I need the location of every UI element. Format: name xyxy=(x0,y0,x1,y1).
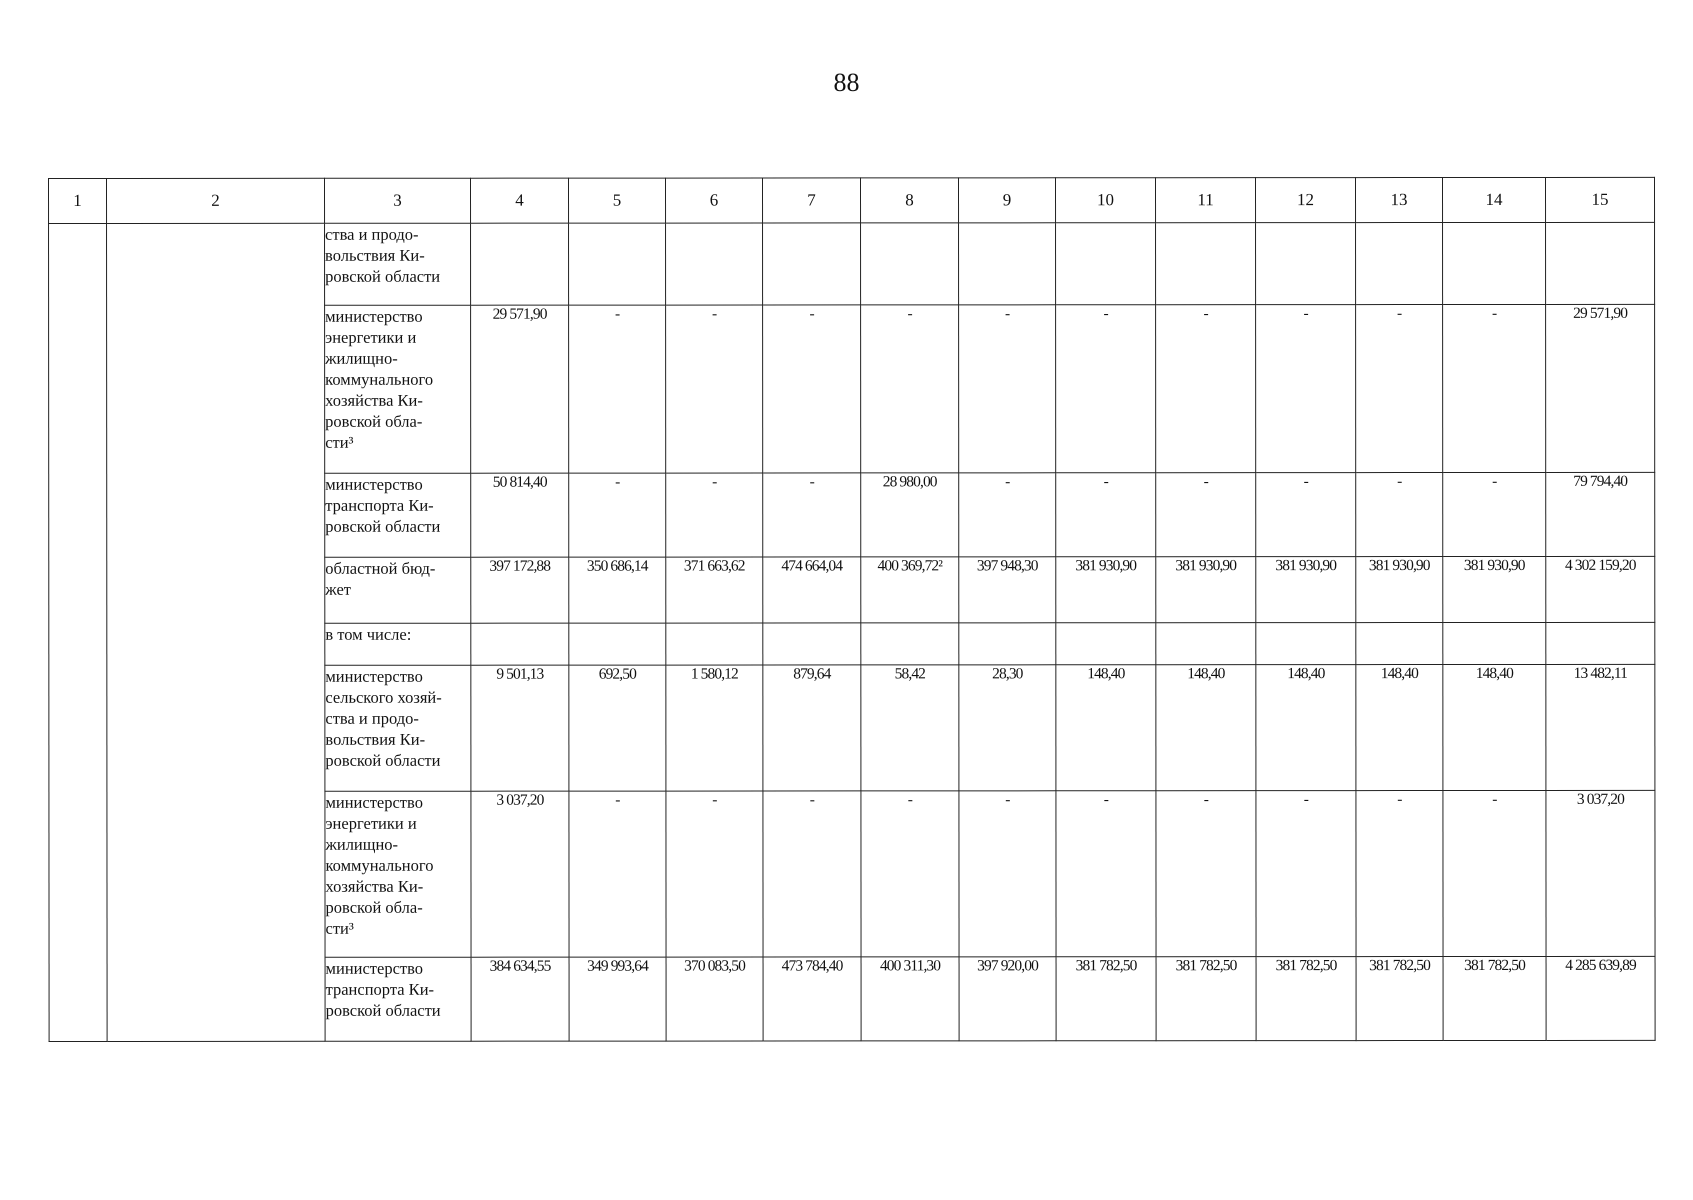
column-header: 3 xyxy=(325,178,471,223)
value-cell: 4 285 639,89 xyxy=(1546,956,1655,1040)
column-header: 6 xyxy=(666,178,763,223)
value-cell xyxy=(1356,623,1443,665)
value-cell: - xyxy=(1156,791,1256,957)
value-cell: 350 686,14 xyxy=(569,557,666,623)
value-cell: 9 501,13 xyxy=(471,665,569,791)
value-cell: - xyxy=(569,791,666,957)
column-header: 2 xyxy=(107,178,325,223)
value-cell xyxy=(763,623,861,665)
column-header: 13 xyxy=(1356,178,1443,223)
value-cell: 50 814,40 xyxy=(471,473,569,557)
value-cell: 29 571,90 xyxy=(1546,304,1655,472)
value-cell: - xyxy=(1056,473,1156,557)
value-cell: - xyxy=(1443,790,1546,956)
value-cell: 381 930,90 xyxy=(1443,556,1546,622)
value-cell xyxy=(763,223,861,305)
value-cell: - xyxy=(861,305,959,473)
column-header: 14 xyxy=(1443,177,1546,222)
value-cell: 381 782,50 xyxy=(1056,957,1156,1041)
row-label-text: министерство транспорта Ки- ровской области xyxy=(325,474,441,536)
value-cell: - xyxy=(763,473,861,557)
value-cell: - xyxy=(1156,473,1256,557)
value-cell: 148,40 xyxy=(1156,665,1256,791)
value-cell: 381 930,90 xyxy=(1356,557,1443,623)
value-cell: 3 037,20 xyxy=(471,791,569,957)
value-cell xyxy=(1443,222,1546,304)
value-cell: 397 172,88 xyxy=(471,557,569,623)
value-cell: - xyxy=(1056,791,1156,957)
value-cell xyxy=(1546,222,1655,304)
value-cell xyxy=(959,623,1056,665)
column-header: 9 xyxy=(959,178,1056,223)
value-cell: - xyxy=(959,473,1056,557)
value-cell: 148,40 xyxy=(1443,664,1546,790)
value-cell xyxy=(861,623,959,665)
column-header: 1 xyxy=(49,178,107,223)
column-header: 7 xyxy=(763,178,861,223)
value-cell xyxy=(471,223,569,305)
value-cell: 381 782,50 xyxy=(1156,957,1256,1041)
row-label xyxy=(325,473,471,557)
value-cell: - xyxy=(1256,473,1356,557)
value-cell xyxy=(1546,622,1655,664)
value-cell: 28 980,00 xyxy=(861,473,959,557)
row-label-text: министерство энергетики и жилищно- коммунального хозяйства Ки- ровской обла- сти³ xyxy=(325,306,434,452)
value-cell: 692,50 xyxy=(569,665,666,791)
value-cell: - xyxy=(763,305,861,473)
value-cell xyxy=(1256,623,1356,665)
value-cell: - xyxy=(959,305,1056,473)
value-cell: - xyxy=(666,473,763,557)
value-cell: 381 782,50 xyxy=(1356,957,1443,1041)
row-label-text: в том числе: xyxy=(325,624,412,644)
value-cell: 397 948,30 xyxy=(959,557,1056,623)
value-cell: 381 930,90 xyxy=(1256,557,1356,623)
value-cell: 381 930,90 xyxy=(1156,557,1256,623)
value-cell: 397 920,00 xyxy=(959,957,1056,1041)
value-cell: - xyxy=(666,305,763,473)
value-cell: 381 930,90 xyxy=(1056,557,1156,623)
value-cell xyxy=(959,223,1056,305)
row-label xyxy=(325,305,471,473)
value-cell: 4 302 159,20 xyxy=(1546,556,1655,622)
value-cell xyxy=(1256,223,1356,305)
value-cell: - xyxy=(569,305,666,473)
value-cell: 58,42 xyxy=(861,665,959,791)
value-cell: 879,64 xyxy=(763,665,861,791)
value-cell: 370 083,50 xyxy=(666,957,763,1041)
value-cell xyxy=(1156,223,1256,305)
value-cell xyxy=(1443,622,1546,664)
value-cell: 474 664,04 xyxy=(763,557,861,623)
row-label xyxy=(325,623,471,665)
value-cell: - xyxy=(1256,305,1356,473)
column-header: 11 xyxy=(1156,178,1256,223)
column-header: 15 xyxy=(1546,177,1655,222)
value-cell: - xyxy=(1356,305,1443,473)
value-cell xyxy=(1356,223,1443,305)
value-cell: 381 782,50 xyxy=(1256,957,1356,1041)
merged-cell-col1 xyxy=(49,223,108,1041)
row-label-text: министерство транспорта Ки- ровской области xyxy=(325,958,441,1020)
column-number-row xyxy=(49,177,1655,223)
merged-cell-col2 xyxy=(107,223,326,1041)
value-cell: 1 580,12 xyxy=(666,665,763,791)
value-cell: - xyxy=(1156,305,1256,473)
value-cell: 473 784,40 xyxy=(763,957,861,1041)
value-cell xyxy=(666,223,763,305)
column-header: 5 xyxy=(569,178,666,223)
value-cell: 371 663,62 xyxy=(666,557,763,623)
value-cell xyxy=(666,623,763,665)
value-cell: 79 794,40 xyxy=(1546,472,1655,556)
row-label-text: областной бюд- жет xyxy=(325,558,436,599)
row-label-text: ства и продо- вольствия Ки- ровской области xyxy=(325,224,441,286)
page-number: 88 xyxy=(833,68,860,97)
value-cell: - xyxy=(959,791,1056,957)
value-cell xyxy=(471,623,569,665)
value-cell: - xyxy=(1443,304,1546,472)
value-cell: - xyxy=(763,791,861,957)
value-cell: 148,40 xyxy=(1056,665,1156,791)
row-label-text: министерство сельского хозяй- ства и продо- вольствия Ки- ровской области xyxy=(325,666,442,770)
value-cell: - xyxy=(569,473,666,557)
value-cell: - xyxy=(1256,791,1356,957)
value-cell xyxy=(1156,623,1256,665)
value-cell: 148,40 xyxy=(1256,665,1356,791)
value-cell: 29 571,90 xyxy=(471,305,569,473)
row-label xyxy=(325,557,471,623)
value-cell xyxy=(861,223,959,305)
value-cell: 400 369,72² xyxy=(861,557,959,623)
row-label xyxy=(325,223,471,305)
value-cell: 28,30 xyxy=(959,665,1056,791)
value-cell: - xyxy=(1056,305,1156,473)
budget-table xyxy=(48,177,1656,1042)
value-cell: - xyxy=(861,791,959,957)
column-header: 10 xyxy=(1056,178,1156,223)
value-cell: - xyxy=(666,791,763,957)
table-row xyxy=(49,222,1655,305)
value-cell: - xyxy=(1356,473,1443,557)
value-cell xyxy=(1056,223,1156,305)
column-header: 12 xyxy=(1256,178,1356,223)
value-cell: 381 782,50 xyxy=(1443,956,1546,1040)
value-cell: 148,40 xyxy=(1356,665,1443,791)
row-label xyxy=(325,957,471,1041)
value-cell: 13 482,11 xyxy=(1546,664,1655,790)
column-header: 8 xyxy=(861,178,959,223)
value-cell: - xyxy=(1443,472,1546,556)
row-label xyxy=(325,665,471,791)
value-cell xyxy=(569,223,666,305)
value-cell: 3 037,20 xyxy=(1546,790,1655,956)
value-cell: 400 311,30 xyxy=(861,957,959,1041)
row-label-text: министерство энергетики и жилищно- коммунального хозяйства Ки- ровской обла- сти³ xyxy=(325,792,434,938)
column-header: 4 xyxy=(471,178,569,223)
row-label xyxy=(325,791,471,957)
value-cell: 384 634,55 xyxy=(471,957,569,1041)
value-cell xyxy=(1056,623,1156,665)
value-cell: 349 993,64 xyxy=(569,957,666,1041)
value-cell xyxy=(569,623,666,665)
value-cell: - xyxy=(1356,791,1443,957)
